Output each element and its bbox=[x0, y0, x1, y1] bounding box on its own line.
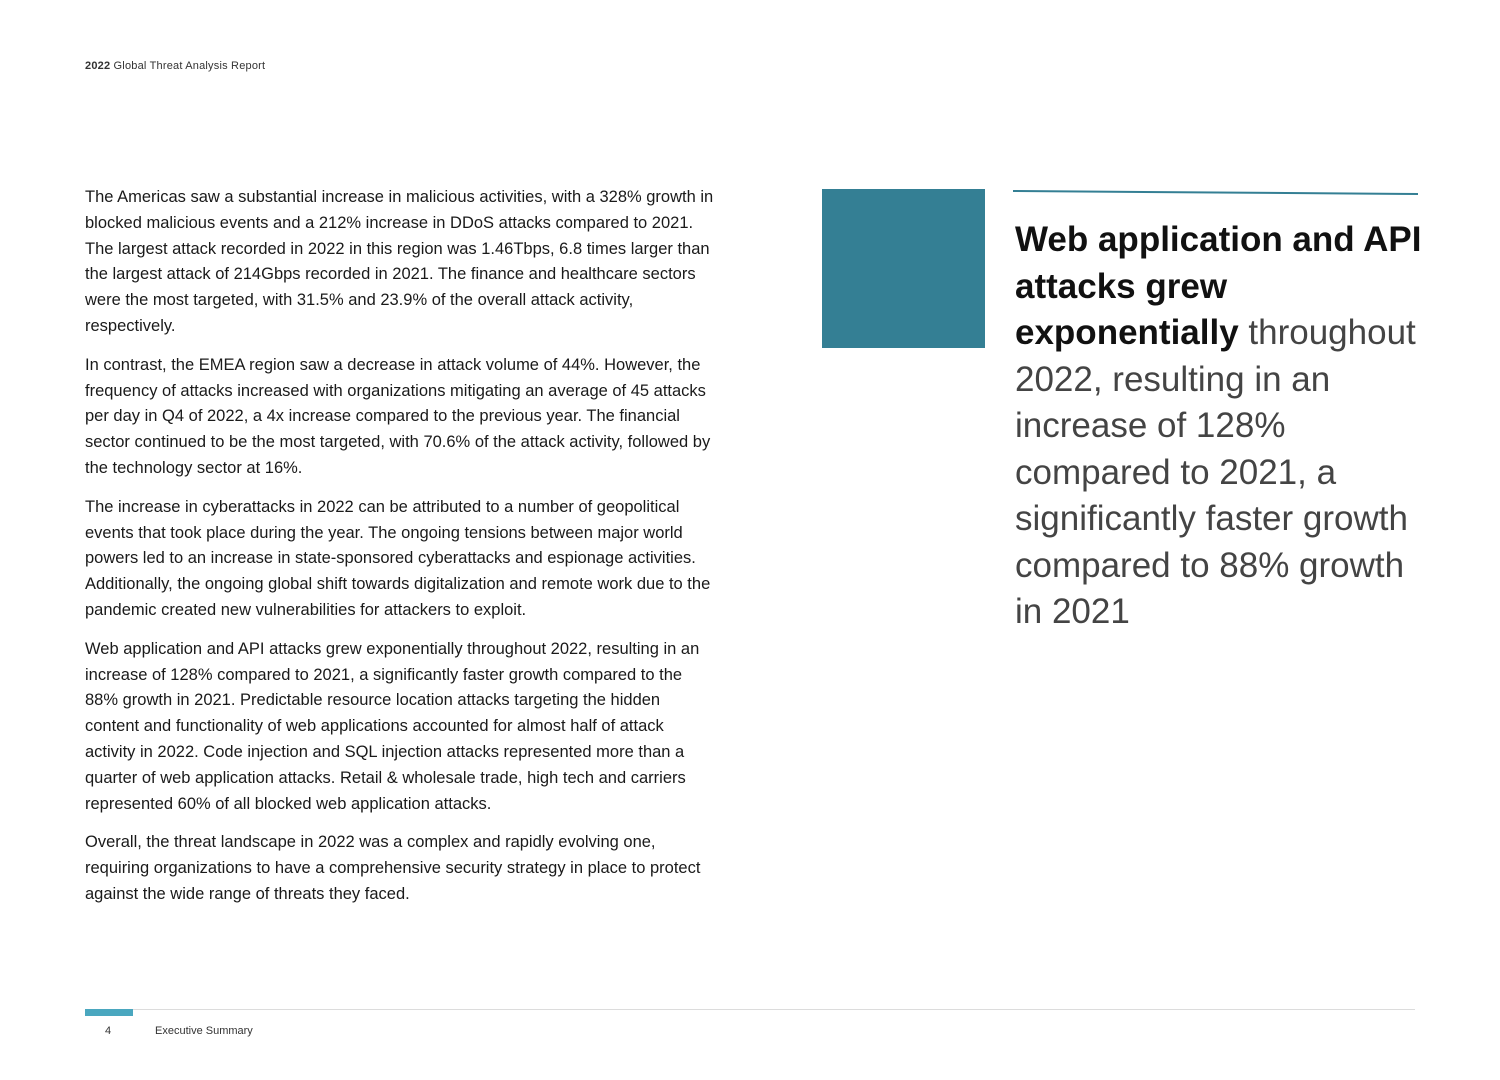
pullquote-rest: throughout 2022, resulting in an increase of 128% compared to 2021, a significantly faster growth compared to 88% growth in 2021 bbox=[1015, 313, 1416, 631]
paragraph-geopolitical: The increase in cyberattacks in 2022 can be attributed to a number of geopolitical events that took place during the year. The ongoing tensions between major world powers led to an increase in state-sponsored cyberattacks and espionage activities. Additionally, the ongoing global shift towards digitalization and remote work due to the pandemic created new vulnerabilities for attackers to exploit. bbox=[85, 497, 711, 619]
paragraph-overall: Overall, the threat landscape in 2022 was a complex and rapidly evolving one, requiring organizations to have a comprehensive security strategy in place to protect against the wide range of threats they faced. bbox=[85, 833, 701, 903]
page-number: 4 bbox=[105, 1025, 112, 1037]
footer-accent-bar bbox=[85, 1009, 133, 1016]
body-text-column bbox=[85, 185, 717, 921]
report-year: 2022 bbox=[85, 60, 111, 72]
pullquote-bold: Web application and API attacks grew exponentially bbox=[1015, 220, 1422, 352]
report-title: Global Threat Analysis Report bbox=[113, 60, 266, 72]
paragraph-web-api: Web application and API attacks grew exponentially throughout 2022, resulting in an increase of 128% compared to 2021, a significantly faster growth compared to the 88% growth in 2021. Predictable resource location attacks targeting the hidden content and functionality of web applications accounted for almost half of attack activity in 2022. Code injection and SQL injection attacks represented more than a quarter of web application attacks. Retail & wholesale trade, high tech and carriers represented 60% of all blocked web application attacks. bbox=[85, 639, 700, 813]
section-name: Executive Summary bbox=[155, 1025, 253, 1037]
report-header bbox=[85, 60, 265, 72]
decorative-teal-block bbox=[822, 189, 985, 348]
pullquote-rule bbox=[1013, 188, 1418, 196]
paragraph-americas: The Americas saw a substantial increase in malicious activities, with a 328% growth in blocked malicious events and a 212% increase in DDoS attacks compared to 2021. The largest attack recorded in 2022 in this region was 1.46Tbps, 6.8 times larger than the largest attack of 214Gbps recorded in 2021. The finance and healthcare sectors were the most targeted, with 31.5% and 23.9% of the overall attack activity, respectively. bbox=[85, 188, 714, 335]
footer-divider bbox=[85, 1009, 1415, 1010]
paragraph-emea: In contrast, the EMEA region saw a decrease in attack volume of 44%. However, the frequency of attacks increased with organizations mitigating an average of 45 attacks per day in Q4 of 2022, a 4x increase compared to the previous year. The financial sector continued to be the most targeted, with 70.6% of the attack activity, followed by the technology sector at 16%. bbox=[85, 355, 711, 477]
pullquote bbox=[1015, 217, 1435, 636]
